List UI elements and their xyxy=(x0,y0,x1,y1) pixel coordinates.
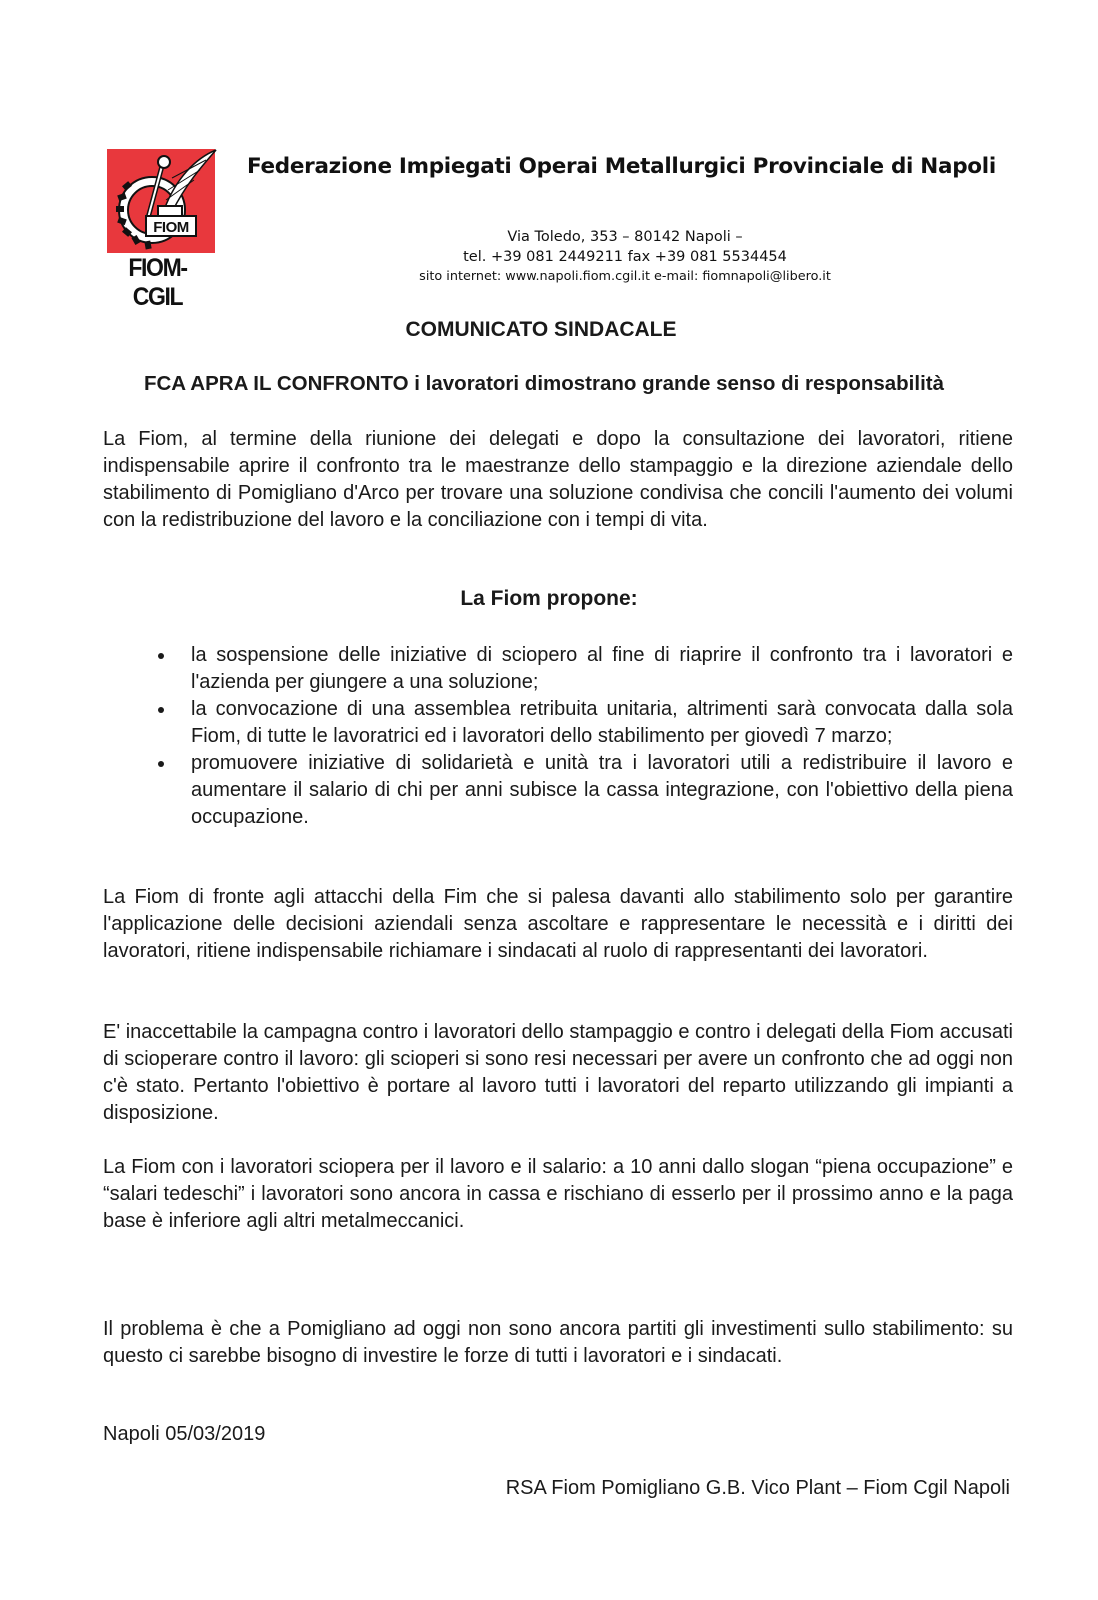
document-type-title: COMUNICATO SINDACALE xyxy=(405,318,677,341)
bullet-icon xyxy=(158,653,164,659)
proposal-item xyxy=(191,750,1013,831)
intro-paragraph: La Fiom, al termine della riunione dei delegati e dopo la consultazione dei lavoratori, ritiene indispensabile aprire il confronto tra le maestranze dello stampaggio e la direzione aziendale dello stabilimento di Pomigliano d'Arco per trovare una soluzione condivisa che concili l'aumento dei volumi con la redistribuzione del lavoro e la conciliazione con i tempi di vita. xyxy=(103,428,1013,531)
headline xyxy=(0,372,1093,396)
proposal-text: promuovere iniziative di solidarietà e unità tra i lavoratori utili a redistribuire il lavoro e aumentare il salario di chi per anni subisce la cassa integrazione, con l'obiettivo della piena occupazione. xyxy=(191,752,1013,828)
body-paragraph: La Fiom con i lavoratori sciopera per il lavoro e il salario: a 10 anni dallo slogan “piena occupazione” e “salari tedeschi” i lavoratori sono ancora in cassa e rischiano di esserlo per il prossimo anno e la paga base è inferiore agli altri metalmeccanici. xyxy=(103,1156,1013,1232)
signature: RSA Fiom Pomigliano G.B. Vico Plant – Fiom Cgil Napoli xyxy=(505,1477,1010,1499)
proposals-list xyxy=(0,642,1098,831)
organization-name: Federazione Impiegati Operai Metallurgici Provinciale di Napoli xyxy=(247,154,996,179)
proposal-item xyxy=(191,696,1013,750)
proposals-heading: La Fiom propone: xyxy=(460,587,638,610)
headline-bold: FCA APRA IL CONFRONTO xyxy=(143,372,409,395)
logo-emblem-text: FIOM xyxy=(153,219,189,236)
logo-wordmark: FIOM-CGIL xyxy=(128,254,187,311)
bullet-icon xyxy=(158,761,164,767)
phone-fax-line: tel. +39 081 2449211 fax +39 081 5534454 xyxy=(463,248,787,265)
web-email-line: sito internet: www.napoli.fiom.cgil.it e-mail: fiomnapoli@libero.it xyxy=(419,269,831,284)
proposal-item xyxy=(191,642,1013,696)
proposal-text: la convocazione di una assemblea retribuita unitaria, altrimenti sarà convocata dalla sola Fiom, di tutte le lavoratrici ed i lavoratori dello stabilimento per giovedì 7 marzo; xyxy=(191,698,1013,747)
bullet-icon xyxy=(158,707,164,713)
body-paragraph: La Fiom di fronte agli attacchi della Fim che si palesa davanti allo stabilimento solo per garantire l'applicazione delle decisioni aziendali senza ascoltare e rappresentare le necessità e i diritti dei lavoratori, ritiene indispensabile richiamare i sindacati al ruolo di rappresentanti dei lavoratori. xyxy=(103,886,1013,962)
fiom-cgil-logo xyxy=(106,148,218,311)
place-date: Napoli 05/03/2019 xyxy=(103,1423,266,1445)
contact-block xyxy=(380,228,870,287)
body-paragraph: Il problema è che a Pomigliano ad oggi non sono ancora partiti gli investimenti sullo stabilimento: su questo ci sarebbe bisogno di investire le forze di tutti i lavoratori e i sindacati. xyxy=(103,1318,1013,1367)
body-paragraph: E' inaccettabile la campagna contro i lavoratori dello stampaggio e contro i delegati della Fiom accusati di scioperare contro il lavoro: gli scioperi si sono resi necessari per avere un confronto che ad oggi non c'è stato. Pertanto l'obiettivo è portare al lavoro tutti i lavoratori del reparto utilizzando gli impianti a disposizione. xyxy=(103,1021,1013,1124)
address-line: Via Toledo, 353 – 80142 Napoli – xyxy=(507,229,743,245)
headline-rest: i lavoratori dimostrano grande senso di responsabilità xyxy=(408,372,944,395)
gear-quill-emblem-icon xyxy=(106,148,218,254)
proposal-text: la sospensione delle iniziative di sciopero al fine di riaprire il confronto tra i lavoratori e l'azienda per giungere a una soluzione; xyxy=(191,644,1013,693)
